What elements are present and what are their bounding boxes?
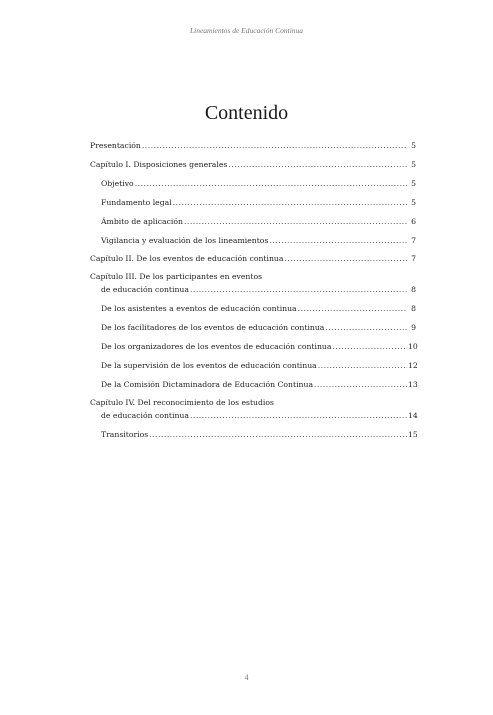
dot-leader xyxy=(135,177,407,190)
toc-entry-label-first-line: Capítulo III. De los participantes en eventos xyxy=(90,272,263,281)
dot-leader xyxy=(190,409,407,422)
toc-entry-label: Transitorios xyxy=(101,430,149,439)
toc-entry[interactable] xyxy=(90,139,416,152)
toc-entry[interactable] xyxy=(90,215,416,228)
toc-entry[interactable] xyxy=(90,396,416,422)
toc-entry[interactable] xyxy=(90,321,416,334)
page-title: Contenido xyxy=(204,102,289,124)
toc-entry-label: De los organizadores de los eventos de educación continua xyxy=(101,342,332,351)
toc-entry[interactable] xyxy=(90,234,416,247)
dot-leader xyxy=(314,378,407,391)
toc-entry-label: Fundamento legal xyxy=(101,198,172,207)
toc-entry[interactable] xyxy=(90,252,416,265)
toc-entry-page-number: 14 xyxy=(408,411,418,420)
dot-leader xyxy=(318,359,407,372)
toc-entry-page-number: 5 xyxy=(411,179,416,188)
dot-leader xyxy=(173,196,407,209)
toc-entry-label: De la supervisión de los eventos de educación continua xyxy=(101,361,317,370)
toc-entry-label: Objetivo xyxy=(101,179,134,188)
dot-leader xyxy=(332,340,407,353)
toc-entry-page-number: 6 xyxy=(411,217,416,226)
toc-entry-label: De la Comisión Dictaminadora de Educación Continua xyxy=(101,380,314,389)
toc-entry-label-first-line: Capítulo IV. Del reconocimiento de los estudios xyxy=(90,398,274,407)
toc-entry[interactable] xyxy=(90,177,416,190)
toc-entry[interactable] xyxy=(90,270,416,296)
dot-leader xyxy=(298,302,407,315)
toc-entry-label: Ámbito de aplicación xyxy=(101,217,183,226)
toc-entry[interactable] xyxy=(90,428,416,441)
running-header: Lineamientos de Educación Continua xyxy=(189,26,304,35)
toc-entry[interactable] xyxy=(90,302,416,315)
dot-leader xyxy=(228,158,407,171)
toc-entry-page-number: 7 xyxy=(411,254,416,263)
dot-leader xyxy=(269,234,407,247)
table-of-contents xyxy=(90,139,416,441)
toc-entry-page-number: 12 xyxy=(408,361,418,370)
toc-entry-page-number: 7 xyxy=(411,236,416,245)
toc-entry-label: De los facilitadores de los eventos de educación continua xyxy=(101,323,325,332)
toc-entry-page-number: 8 xyxy=(411,304,416,313)
toc-entry[interactable] xyxy=(90,359,416,372)
toc-entry-page-number: 5 xyxy=(411,141,416,150)
toc-entry[interactable] xyxy=(90,340,416,353)
toc-entry[interactable] xyxy=(90,196,416,209)
toc-entry-page-number: 5 xyxy=(411,198,416,207)
dot-leader xyxy=(142,139,407,152)
dot-leader xyxy=(149,428,407,441)
toc-entry-label: Capítulo II. De los eventos de educación continua xyxy=(90,254,284,263)
toc-entry-label: De los asistentes a eventos de educación continua xyxy=(101,304,297,313)
toc-entry-page-number: 13 xyxy=(408,380,418,389)
toc-entry-label: Presentación xyxy=(90,141,141,150)
toc-entry-page-number: 8 xyxy=(411,285,416,294)
toc-entry-page-number: 15 xyxy=(408,430,418,439)
page-number: 4 xyxy=(244,673,249,682)
dot-leader xyxy=(190,283,407,296)
toc-entry-label: Vigilancia y evaluación de los lineamientos xyxy=(101,236,269,245)
toc-entry-label: Capítulo I. Disposiciones generales xyxy=(90,160,228,169)
toc-entry-page-number: 10 xyxy=(408,342,418,351)
dot-leader xyxy=(184,215,407,228)
dot-leader xyxy=(325,321,407,334)
toc-entry[interactable] xyxy=(90,158,416,171)
toc-entry-label: de educación continua xyxy=(101,411,189,420)
dot-leader xyxy=(284,252,407,265)
toc-entry-page-number: 9 xyxy=(411,323,416,332)
toc-entry-page-number: 5 xyxy=(411,160,416,169)
toc-entry[interactable] xyxy=(90,378,416,391)
toc-entry-label: de educación continua xyxy=(101,285,189,294)
